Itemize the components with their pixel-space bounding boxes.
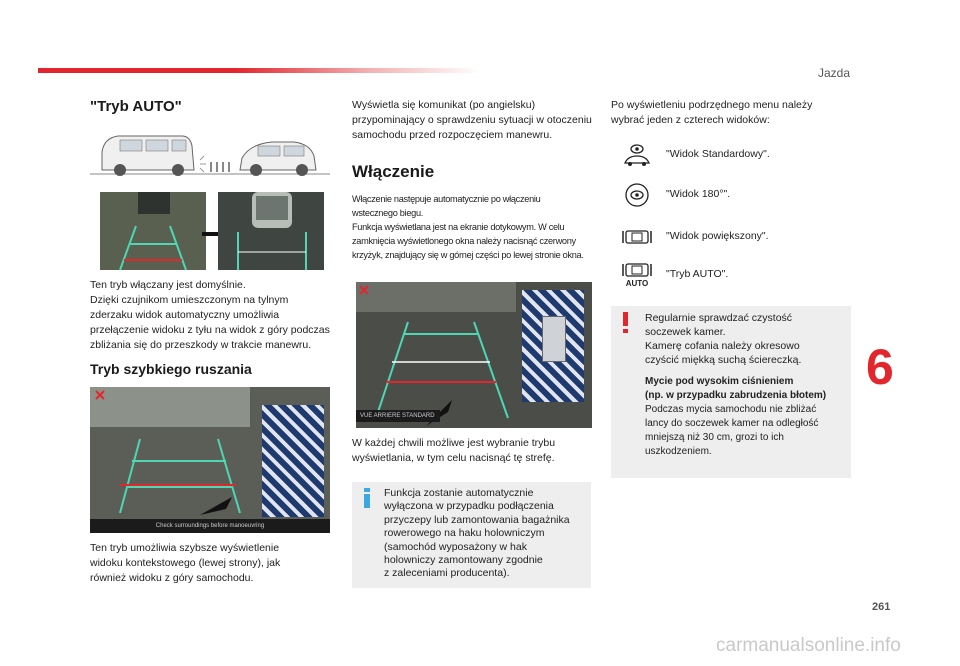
info-text: Funkcja zostanie automatycznie wyłączona w przypadku podłączenia przyczepy lub zamontowania bagażnika rowerowego na haku holowniczym (samochód wyposażony w hak holowniczy zamontowany zgodnie z zaleceniami producenta). bbox=[384, 487, 570, 580]
change-mode-paragraph: W każdej chwili możliwe jest wybranie trybu wyświetlania, w tym celu nacisnąć tę strefę. bbox=[352, 437, 556, 464]
view-label-auto: "Tryb AUTO". bbox=[666, 268, 729, 280]
page-number: 261 bbox=[872, 601, 891, 613]
rear-camera-image bbox=[100, 192, 206, 270]
warning-icon bbox=[623, 312, 628, 326]
auto-mode-paragraph: Ten tryb włączany jest domyślnie. Dzięki czujnikom umieszczonym na tylnym zderzaku widok automatyczny umożliwia przełączenie widoku z tyłu na widok z góry podczas zbliżania się do przeszkody w trakcie manewru. bbox=[90, 279, 330, 351]
view-option-standard bbox=[622, 142, 842, 168]
view-label-180: "Widok 180°". bbox=[666, 188, 731, 200]
view-mode-button[interactable]: VUE ARRIERE STANDARD bbox=[356, 410, 440, 422]
standard-view-icon bbox=[622, 142, 652, 168]
auto-icon-text: AUTO bbox=[625, 279, 649, 288]
section-title-activation: Włączenie bbox=[352, 162, 435, 181]
footer-watermark: carmanualsonline.info bbox=[716, 635, 901, 656]
warning-box bbox=[611, 306, 851, 478]
info-icon-dot bbox=[364, 488, 370, 492]
standard-view-screen-image bbox=[356, 282, 592, 428]
view-180-icon bbox=[622, 182, 652, 208]
top-view-hatched-area bbox=[262, 405, 324, 517]
warning-icon-dot bbox=[623, 329, 628, 333]
chapter-number: 6 bbox=[866, 339, 894, 395]
zoom-view-icon bbox=[622, 224, 652, 250]
views-intro: Po wyświetleniu podrzędnego menu należy wybrać jeden z czterech widoków: bbox=[611, 99, 813, 126]
view-label-zoom: "Widok powiększony". bbox=[666, 230, 769, 242]
view-option-180 bbox=[622, 182, 842, 208]
screen-warning-strip: Check surroundings before manoeuvring bbox=[90, 519, 330, 533]
warning-bold-1: Mycie pod wysokim ciśnieniem bbox=[645, 376, 794, 387]
activation-paragraph: Włączenie następuje automatycznie po włączeniu wstecznego biegu. Funkcja wyświetlana jest na ekranie dotykowym. W celu zamknięcia wyświetlonego okna należy nacisnąć czerwony krzyżyk, znajdujący się w górnej części po lewej stronie okna. bbox=[352, 194, 584, 260]
fast-mode-paragraph: Ten tryb umożliwia szybsze wyświetlenie widoku kontekstowego (lewej strony), jak również widoku z góry samochodu. bbox=[90, 542, 281, 584]
message-paragraph: Wyświetla się komunikat (po angielsku) przypominający o sprawdzeniu sytuacji w otoczeniu samochodu przed rozpoczęciem manewru. bbox=[352, 99, 592, 141]
chapter-title: Jazda bbox=[817, 66, 850, 80]
auto-view-icon bbox=[622, 262, 652, 288]
section-title-fast: Tryb szybkiego ruszania bbox=[90, 361, 252, 377]
warning-text: Regularnie sprawdzać czystość soczewek kamer. Kamerę cofania należy okresowo czyścić miękką suchą ściereczką. Mycie pod wysokim ciśnieniem (np. w przypadku zabrudzenia błotem) Podczas mycia samochodu nie zbliżać lancy do soczewek kamer na odległość mniejszą niż 30 cm, grozi to ich uszkodzeniem. bbox=[645, 311, 845, 459]
car-top-silhouette bbox=[542, 316, 566, 362]
chapter-color-bar bbox=[38, 68, 480, 73]
info-icon bbox=[364, 494, 370, 508]
warning-bold-2: (np. w przypadku zabrudzenia błotem) bbox=[645, 390, 827, 401]
top-view-hatched-area bbox=[522, 290, 584, 402]
top-view-image bbox=[218, 192, 324, 270]
view-label-standard: "Widok Standardowy". bbox=[666, 148, 770, 160]
section-title-auto: "Tryb AUTO" bbox=[90, 98, 182, 115]
vehicles-illustration bbox=[90, 130, 330, 178]
view-option-zoom bbox=[622, 224, 842, 250]
fast-start-screen-image bbox=[90, 387, 330, 533]
view-option-auto bbox=[622, 262, 842, 292]
info-box bbox=[352, 482, 591, 588]
